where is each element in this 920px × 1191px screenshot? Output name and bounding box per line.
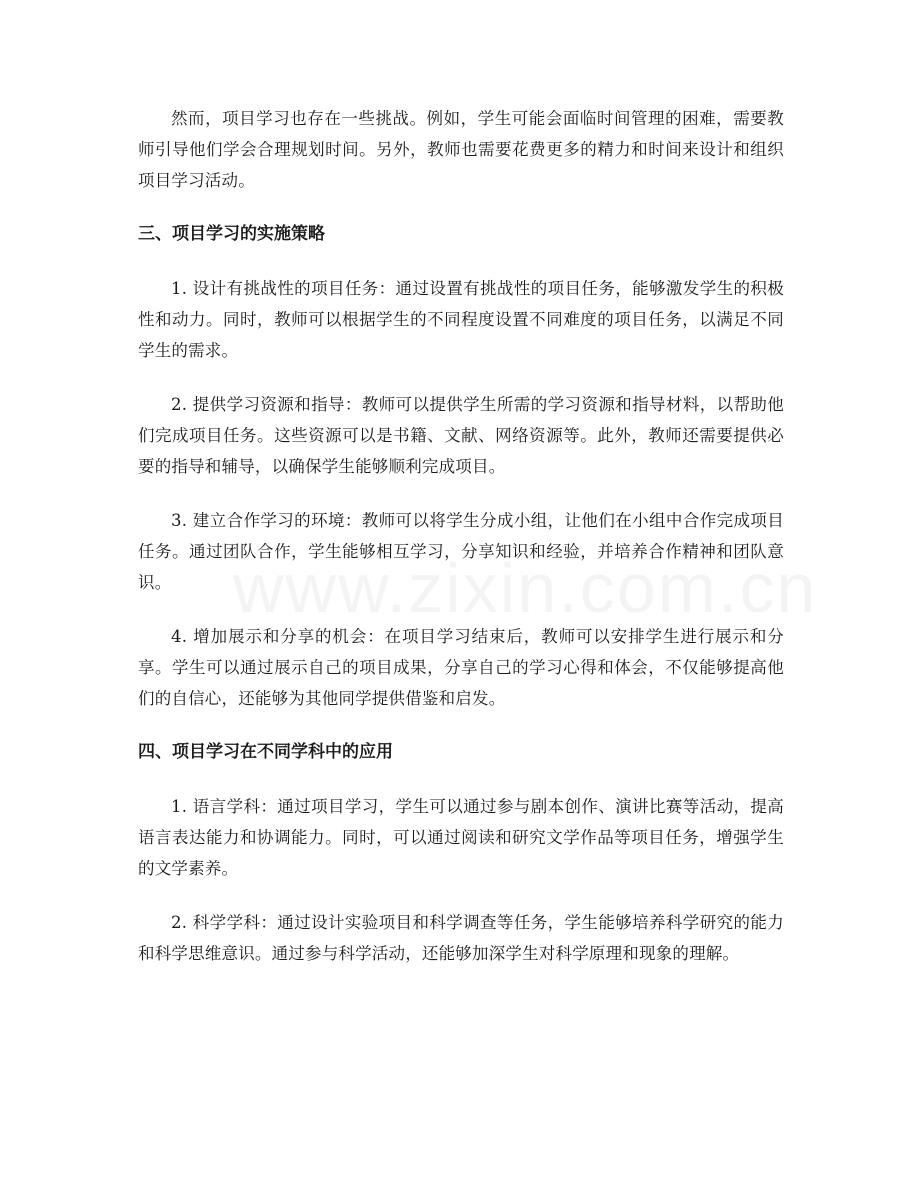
section-heading-applications: 四、项目学习在不同学科中的应用 [138, 742, 393, 762]
strategy-item-2: 2. 提供学习资源和指导：教师可以提供学生所需的学习资源和指导材料，以帮助他们完成项目任务。这些资源可以是书籍、文献、网络资源等。此外，教师还需要提供必要的指导和辅导，以确保学生能够顺利完成项目。 [138, 395, 784, 476]
strategy-item-1: 1. 设计有挑战性的项目任务：通过设置有挑战性的项目任务，能够激发学生的积极性和动力。同时，教师可以根据学生的不同程度设置不同难度的项目任务，以满足不同学生的需求。 [138, 279, 784, 360]
application-item-language: 1. 语言学科：通过项目学习，学生可以通过参与剧本创作、演讲比赛等活动，提高语言表达能力和协调能力。同时，可以通过阅读和研究文学作品等项目任务，增强学生的文学素养。 [138, 797, 784, 878]
strategy-item-3: 3. 建立合作学习的环境：教师可以将学生分成小组，让他们在小组中合作完成项目任务。通过团队合作，学生能够相互学习，分享知识和经验，并培养合作精神和团队意识。 [138, 511, 784, 592]
strategy-item-4: 4. 增加展示和分享的机会：在项目学习结束后，教师可以安排学生进行展示和分享。学生可以通过展示自己的项目成果，分享自己的学习心得和体会，不仅能够提高他们的自信心，还能够为其他同学提供借鉴和启发。 [138, 627, 784, 708]
paragraph-challenges: 然而，项目学习也存在一些挑战。例如，学生可能会面临时间管理的困难，需要教师引导他们学会合理规划时间。另外，教师也需要花费更多的精力和时间来设计和组织项目学习活动。 [138, 109, 784, 190]
application-item-science: 2. 科学学科：通过设计实验项目和科学调查等任务，学生能够培养科学研究的能力和科学思维意识。通过参与科学活动，还能够加深学生对科学原理和现象的理解。 [138, 913, 784, 963]
section-heading-strategies: 三、项目学习的实施策略 [138, 224, 325, 244]
document-body [138, 103, 784, 992]
